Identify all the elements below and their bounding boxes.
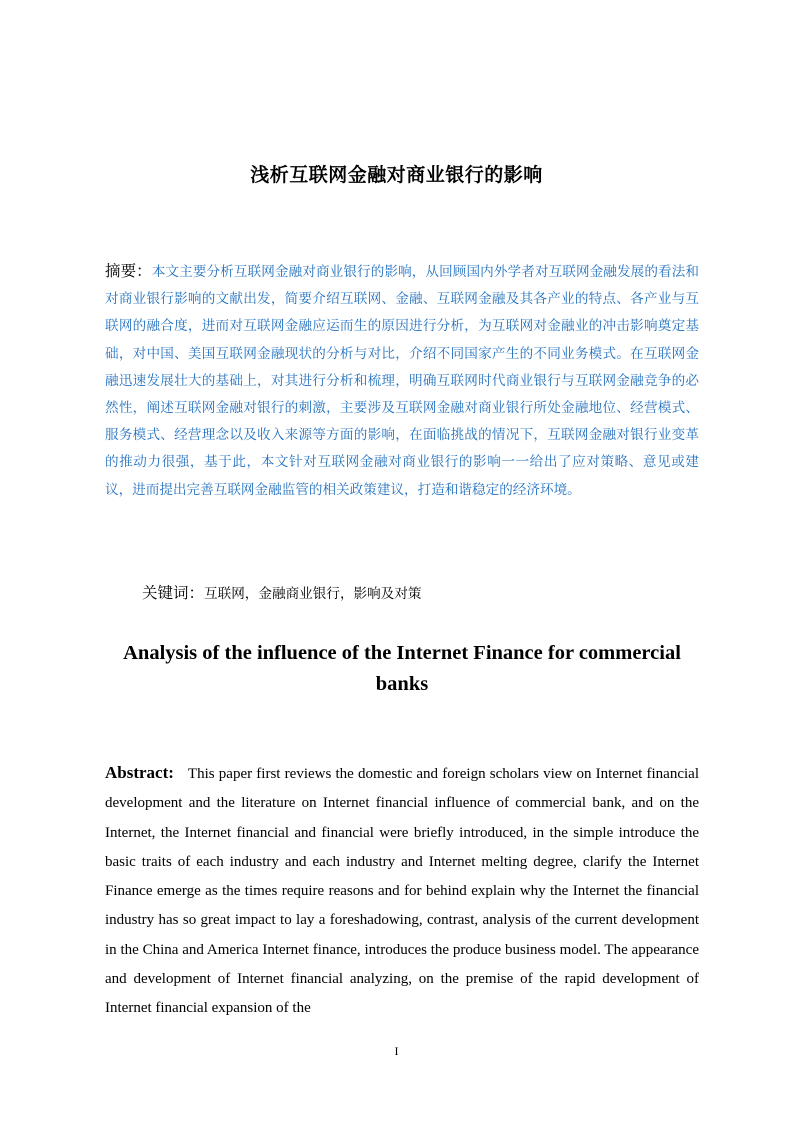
english-title: Analysis of the influence of the Internet Finance for commercial banks [123, 642, 681, 695]
chinese-keywords-text: 互联网，金融商业银行，影响及对策 [204, 586, 422, 602]
english-abstract [105, 758, 699, 1024]
chinese-abstract-label: 摘要： [105, 262, 152, 280]
chinese-abstract-text: 本文主要分析互联网金融对商业银行的影响，从回顾国内外学者对互联网金融发展的看法和对商业银行影响的文献出发，简要介绍互联网、金融、互联网金融及其各产业的特点、各产业与互联网的融合度，进而对互联网金融应运而生的原因进行分析，为互联网对金融业的冲击影响奠定基础，对中国、美国互联网金融现状的分析与对比，介绍不同国家产生的不同业务模式。在互联网金融迅速发展壮大的基础上，对其进行分析和梳理，明确互联网时代商业银行与互联网金融竞争的必然性，阐述互联网金融对银行的刺激，主要涉及互联网金融对商业银行所处金融地位、经营模式、服务模式、经营理念以及收入来源等方面的影响，在面临挑战的情况下，互联网金融对银行业变革的推动力很强，基于此，本文针对互联网金融对商业银行的影响一一给出了应对策略、意见或建议，进而提出完善互联网金融监管的相关政策建议，打造和谐稳定的经济环境。 [105, 264, 699, 498]
english-abstract-label: Abstract: [105, 763, 174, 782]
chinese-title: 浅析互联网金融对商业银行的影响 [250, 164, 543, 186]
page-number: I [394, 1044, 399, 1058]
english-abstract-text: This paper first reviews the domestic and foreign scholars view on Internet financial development and the literature on Internet financial influence of commercial bank, and on the Internet, the Internet financial and financial were briefly introduced, in the simple introduce the basic traits of each industry and each industry and Internet melting degree, clarify the Internet Finance emerge as the times require reasons and for behind explain why the Internet the financial industry has so great impact to lay a foreshadowing, contrast, analysis of the current development in the China and America Internet finance, introduces the produce business model. The appearance and development of Internet financial analyzing, on the premise of the rapid development of Internet financial expansion of the [105, 766, 699, 1017]
chinese-abstract [105, 258, 699, 504]
chinese-keywords-label: 关键词： [142, 584, 205, 602]
chinese-keywords [142, 580, 702, 608]
